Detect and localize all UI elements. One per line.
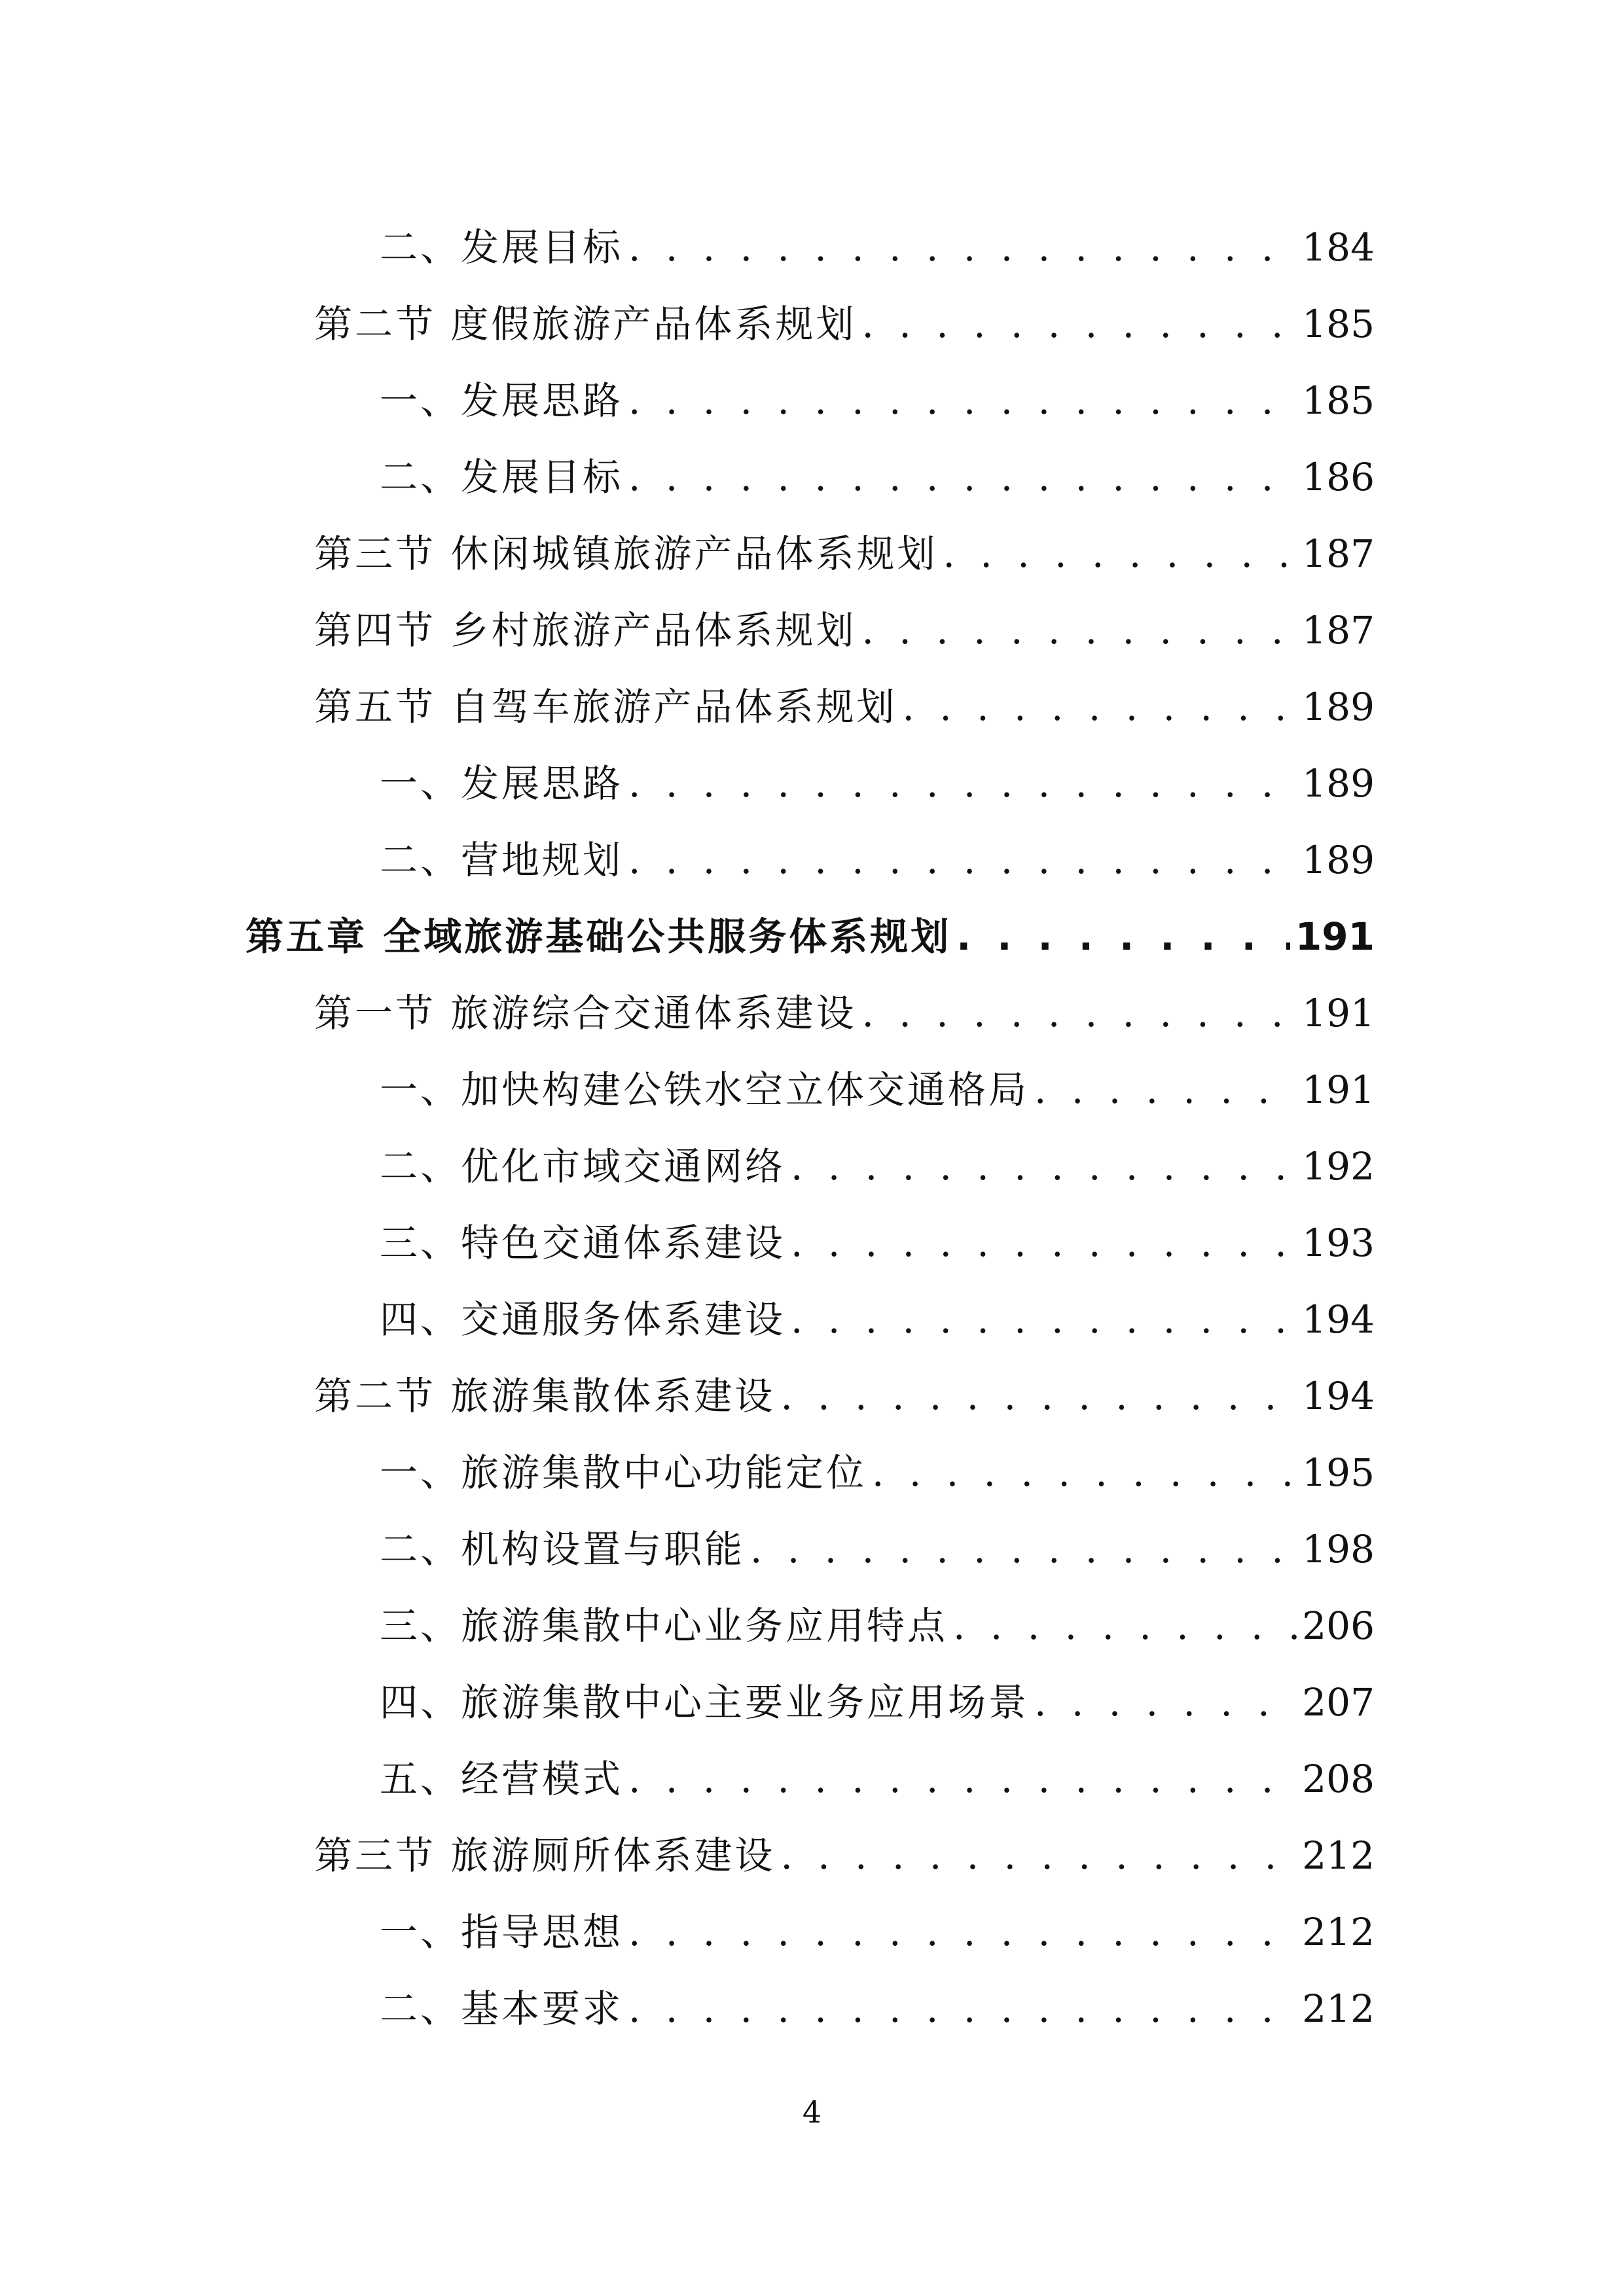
toc-dot-leader bbox=[1034, 1664, 1297, 1741]
toc-entry[interactable] bbox=[380, 1128, 1375, 1205]
toc-entry-label: 一、加快构建公铁水空立体交通格局 bbox=[380, 1067, 1030, 1112]
toc-entry-label: 第二节 旅游集散体系建设 bbox=[314, 1374, 776, 1418]
toc-entry-page: 185 bbox=[1302, 302, 1375, 346]
toc-dot-leader bbox=[1034, 1052, 1297, 1128]
toc-entry[interactable] bbox=[314, 1818, 1375, 1894]
toc-entry-page: 189 bbox=[1302, 838, 1375, 882]
toc-dot-leader bbox=[943, 516, 1297, 592]
toc-entry-label: 第五节 自驾车旅游产品体系规划 bbox=[314, 685, 897, 729]
toc-entry-page: 195 bbox=[1302, 1450, 1375, 1495]
toc-entry[interactable] bbox=[380, 1894, 1375, 1971]
toc-entry[interactable] bbox=[380, 822, 1375, 899]
toc-dot-leader bbox=[791, 1282, 1297, 1358]
toc-entry-page: 191 bbox=[1302, 991, 1375, 1035]
toc-entry[interactable] bbox=[314, 975, 1375, 1052]
toc-entry[interactable] bbox=[380, 439, 1375, 516]
toc-entry-label: 一、发展思路 bbox=[380, 761, 624, 806]
toc-entry[interactable] bbox=[380, 1052, 1375, 1128]
toc-entry-label: 一、旅游集散中心功能定位 bbox=[380, 1450, 867, 1495]
toc-entry[interactable] bbox=[380, 745, 1375, 822]
toc-dot-leader bbox=[953, 1588, 1297, 1664]
toc-entry[interactable] bbox=[380, 1664, 1375, 1741]
toc-dot-leader bbox=[861, 592, 1297, 669]
toc-dot-leader bbox=[791, 1128, 1297, 1205]
toc-entry-label: 四、交通服务体系建设 bbox=[380, 1297, 786, 1342]
toc-entry[interactable] bbox=[380, 209, 1375, 286]
toc-entry-label: 一、发展思路 bbox=[380, 378, 624, 423]
toc-entry-label: 二、机构设置与职能 bbox=[380, 1527, 746, 1571]
toc-dot-leader bbox=[628, 209, 1297, 286]
toc-entry-label: 第四节 乡村旅游产品体系规划 bbox=[314, 608, 857, 653]
toc-dot-leader bbox=[780, 1818, 1297, 1894]
toc-entry-label: 三、特色交通体系建设 bbox=[380, 1221, 786, 1265]
table-of-contents bbox=[0, 209, 1624, 2047]
toc-dot-leader bbox=[780, 1358, 1297, 1435]
toc-entry-label: 二、发展目标 bbox=[380, 225, 624, 270]
toc-entry-label: 二、营地规划 bbox=[380, 838, 624, 882]
toc-entry-page: 194 bbox=[1302, 1297, 1375, 1342]
toc-entry-page: 191 bbox=[1302, 1067, 1375, 1112]
toc-entry[interactable] bbox=[314, 516, 1375, 592]
toc-dot-leader bbox=[628, 1971, 1297, 2047]
toc-dot-leader bbox=[902, 669, 1297, 745]
toc-entry-page: 193 bbox=[1302, 1221, 1375, 1265]
toc-entry[interactable] bbox=[380, 1511, 1375, 1588]
toc-entry[interactable] bbox=[380, 1588, 1375, 1664]
toc-entry[interactable] bbox=[314, 669, 1375, 745]
toc-entry-page: 208 bbox=[1302, 1757, 1375, 1801]
toc-dot-leader bbox=[750, 1511, 1297, 1588]
toc-entry-label: 一、指导思想 bbox=[380, 1910, 624, 1954]
toc-entry-page: 206 bbox=[1302, 1604, 1375, 1648]
toc-entry[interactable] bbox=[314, 592, 1375, 669]
toc-entry[interactable] bbox=[380, 1282, 1375, 1358]
toc-dot-leader bbox=[628, 363, 1297, 439]
toc-dot-leader bbox=[956, 899, 1290, 975]
toc-dot-leader bbox=[628, 439, 1297, 516]
toc-entry-label: 第二节 度假旅游产品体系规划 bbox=[314, 302, 857, 346]
toc-entry-page: 191 bbox=[1295, 914, 1375, 959]
toc-entry-page: 212 bbox=[1302, 1833, 1375, 1878]
toc-entry[interactable] bbox=[380, 1741, 1375, 1818]
toc-entry-page: 189 bbox=[1302, 685, 1375, 729]
toc-entry-page: 212 bbox=[1302, 1986, 1375, 2031]
toc-chapter-label: 第五章 全域旅游基础公共服务体系规划 bbox=[245, 914, 952, 959]
toc-dot-leader bbox=[628, 822, 1297, 899]
toc-entry[interactable] bbox=[380, 1205, 1375, 1282]
toc-entry-page: 186 bbox=[1302, 455, 1375, 499]
toc-entry-page: 194 bbox=[1302, 1374, 1375, 1418]
toc-entry-page: 207 bbox=[1302, 1680, 1375, 1725]
toc-dot-leader bbox=[861, 286, 1297, 363]
toc-entry-label: 二、基本要求 bbox=[380, 1986, 624, 2031]
toc-entry[interactable] bbox=[380, 1435, 1375, 1511]
toc-entry-label: 五、经营模式 bbox=[380, 1757, 624, 1801]
toc-entry-label: 第一节 旅游综合交通体系建设 bbox=[314, 991, 857, 1035]
toc-entry-label: 二、发展目标 bbox=[380, 455, 624, 499]
toc-entry[interactable] bbox=[314, 1358, 1375, 1435]
toc-dot-leader bbox=[628, 1894, 1297, 1971]
toc-entry-page: 189 bbox=[1302, 761, 1375, 806]
toc-entry-page: 184 bbox=[1302, 225, 1375, 270]
toc-dot-leader bbox=[628, 745, 1297, 822]
toc-entry-label: 二、优化市域交通网络 bbox=[380, 1144, 786, 1189]
toc-dot-leader bbox=[791, 1205, 1297, 1282]
toc-entry-page: 198 bbox=[1302, 1527, 1375, 1571]
toc-entry-label: 三、旅游集散中心业务应用特点 bbox=[380, 1604, 948, 1648]
page-number: 4 bbox=[802, 2094, 822, 2130]
toc-entry[interactable] bbox=[380, 1971, 1375, 2047]
toc-entry-label: 四、旅游集散中心主要业务应用场景 bbox=[380, 1680, 1030, 1725]
toc-entry-page: 187 bbox=[1302, 608, 1375, 653]
toc-entry-page: 187 bbox=[1302, 531, 1375, 576]
toc-entry-page: 212 bbox=[1302, 1910, 1375, 1954]
toc-chapter-entry[interactable] bbox=[245, 899, 1375, 975]
toc-entry-page: 185 bbox=[1302, 378, 1375, 423]
toc-entry-label: 第三节 旅游厕所体系建设 bbox=[314, 1833, 776, 1878]
toc-dot-leader bbox=[628, 1741, 1297, 1818]
toc-dot-leader bbox=[861, 975, 1297, 1052]
toc-entry-label: 第三节 休闲城镇旅游产品体系规划 bbox=[314, 531, 938, 576]
toc-entry-page: 192 bbox=[1302, 1144, 1375, 1189]
toc-entry[interactable] bbox=[380, 363, 1375, 439]
toc-entry[interactable] bbox=[314, 286, 1375, 363]
toc-dot-leader bbox=[872, 1435, 1297, 1511]
